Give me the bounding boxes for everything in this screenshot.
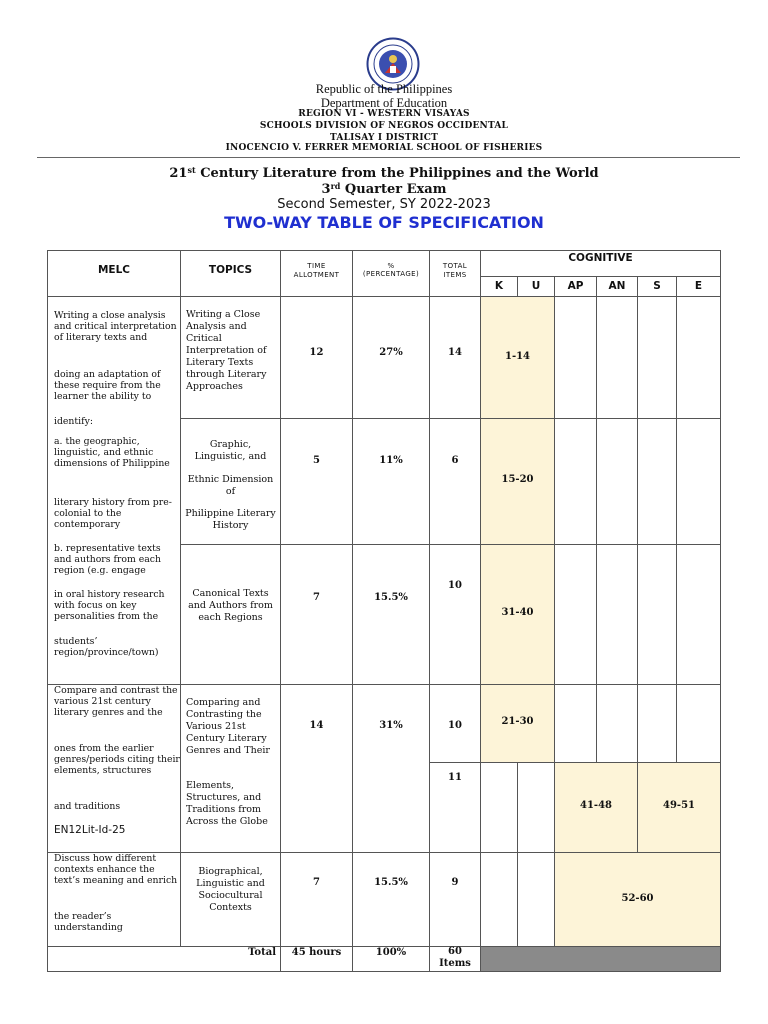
melc-cell-1 bbox=[47, 296, 181, 685]
total-items-1: 60 bbox=[448, 946, 462, 957]
melc-para: doing an adaptation of these require from the learner the ability to bbox=[54, 369, 161, 402]
semester-line: Second Semester, SY 2022-2023 bbox=[277, 197, 491, 212]
s-e-value-4: 49-51 bbox=[663, 800, 695, 811]
header-department: Department of Education bbox=[320, 96, 448, 110]
melc-para: and traditions bbox=[54, 801, 121, 812]
melc-code: EN12Lit-Id-25 bbox=[54, 824, 126, 836]
total-time: 45 hours bbox=[291, 947, 342, 958]
e-header: E bbox=[694, 280, 703, 292]
k-header: K bbox=[494, 280, 504, 292]
melc-para: identify: bbox=[54, 416, 93, 427]
pct-value-2: 11% bbox=[379, 455, 403, 466]
total-cognitive-shaded bbox=[480, 946, 721, 972]
e-cell-1 bbox=[676, 296, 721, 419]
time-cell-2 bbox=[280, 418, 353, 545]
topic-text-2c: Philippine Literary History bbox=[185, 508, 276, 531]
melc-para: b. representative texts and authors from each region (e.g. engage bbox=[54, 543, 161, 576]
header-school: INOCENCIO V. FERRER MEMORIAL SCHOOL OF FISHERIES bbox=[225, 143, 543, 153]
u-cell-4b bbox=[517, 762, 555, 853]
pct-value-4: 31% bbox=[379, 720, 403, 731]
pct-cell-4 bbox=[352, 684, 430, 853]
melc-para: Discuss how different contexts enhance the text’s meaning and enrich bbox=[54, 853, 178, 886]
topic-text-2a: Graphic, Linguistic, and bbox=[194, 439, 267, 462]
total-header-2: ITEMS bbox=[443, 271, 467, 279]
melc-para: a. the geographic, linguistic, and ethnic dimensions of Philippine bbox=[54, 436, 170, 469]
pct-value-3: 15.5% bbox=[374, 592, 408, 603]
ap-header: AP bbox=[567, 280, 584, 292]
table-title: TWO-WAY TABLE OF SPECIFICATION bbox=[224, 213, 544, 232]
time-header-1: TIME bbox=[307, 262, 326, 270]
items-value-5: 9 bbox=[451, 877, 459, 888]
ap-cell-3 bbox=[554, 544, 597, 685]
pct-cell-2 bbox=[352, 418, 430, 545]
k-value-4: 21-30 bbox=[501, 716, 534, 727]
melc-para: Compare and contrast the various 21st century literary genres and the bbox=[54, 685, 178, 718]
header-republic: Republic of the Philippines bbox=[315, 82, 453, 96]
ap-e-value-5: 52-60 bbox=[621, 893, 654, 904]
items-value-1: 14 bbox=[448, 347, 462, 358]
pct-header-2: (PERCENTAGE) bbox=[362, 270, 420, 278]
topics-header: TOPICS bbox=[208, 264, 253, 276]
time-cell-4 bbox=[280, 684, 353, 853]
an-cell-1 bbox=[596, 296, 638, 419]
melc-para: in oral history research with focus on key personalities from the bbox=[54, 589, 165, 622]
s-cell-1 bbox=[637, 296, 677, 419]
an-cell-2 bbox=[596, 418, 638, 545]
header-division: SCHOOLS DIVISION OF NEGROS OCCIDENTAL bbox=[259, 121, 509, 131]
items-value-2: 6 bbox=[451, 455, 459, 466]
time-value-2: 5 bbox=[313, 455, 320, 466]
pct-value-1: 27% bbox=[379, 347, 403, 358]
k-cell-5 bbox=[480, 852, 518, 947]
melc-header: MELC bbox=[97, 264, 131, 276]
topic-text-3: Canonical Texts and Authors from each Regions bbox=[188, 588, 273, 623]
an-cell-4a bbox=[596, 684, 638, 763]
melc-para: the reader’s understanding bbox=[54, 911, 123, 933]
time-cell-3 bbox=[280, 544, 353, 685]
e-cell-3 bbox=[676, 544, 721, 685]
time-value-4: 14 bbox=[309, 720, 324, 731]
total-items-2: Items bbox=[439, 958, 471, 969]
header-region: REGION VI - WESTERN VISAYAS bbox=[298, 109, 470, 119]
cognitive-header: COGNITIVE bbox=[568, 252, 633, 264]
melc-para: literary history from pre-colonial to the contemporary bbox=[54, 497, 172, 530]
k-value-3: 31-40 bbox=[501, 607, 534, 618]
k-value-2: 15-20 bbox=[501, 474, 534, 485]
topic-text-5: Biographical, Linguistic and Sociocultural Contexts bbox=[196, 866, 265, 913]
course-title: 21st Century Literature from the Philippines and the World bbox=[169, 165, 599, 181]
s-header: S bbox=[653, 280, 661, 292]
ap-an-value-4: 41-48 bbox=[580, 800, 612, 811]
pct-cell-5 bbox=[352, 852, 430, 947]
pct-value-5: 15.5% bbox=[374, 877, 408, 888]
k-value-1: 1-14 bbox=[504, 351, 531, 362]
time-cell-5 bbox=[280, 852, 353, 947]
time-value-5: 7 bbox=[313, 877, 320, 888]
items-cell-2 bbox=[429, 418, 481, 545]
s-cell-3 bbox=[637, 544, 677, 685]
an-cell-3 bbox=[596, 544, 638, 685]
an-header: AN bbox=[608, 280, 626, 292]
ap-cell-4a bbox=[554, 684, 597, 763]
items-value-4b: 11 bbox=[448, 772, 462, 783]
u-cell-5 bbox=[517, 852, 555, 947]
melc-para: ones from the earlier genres/periods citing their elements, structures bbox=[54, 743, 180, 776]
melc-para: Writing a close analysis and critical interpretation of literary texts and bbox=[54, 310, 177, 343]
time-value-3: 7 bbox=[313, 592, 320, 603]
pct-header-1: % bbox=[387, 262, 395, 270]
melc-para: students’ region/province/town) bbox=[54, 636, 159, 658]
ap-cell-1 bbox=[554, 296, 597, 419]
topic-text-4b: Elements, Structures, and Traditions from Across the Globe bbox=[186, 780, 268, 827]
time-header-2: ALLOTMENT bbox=[293, 271, 340, 279]
k-cell-4b bbox=[480, 762, 518, 853]
items-value-3: 10 bbox=[448, 580, 462, 591]
total-label: Total bbox=[248, 947, 276, 958]
topic-text-2b: Ethnic Dimension of bbox=[187, 474, 274, 497]
s-cell-2 bbox=[637, 418, 677, 545]
items-value-4a: 10 bbox=[448, 720, 462, 731]
e-cell-2 bbox=[676, 418, 721, 545]
s-cell-4a bbox=[637, 684, 677, 763]
items-cell-5 bbox=[429, 852, 481, 947]
total-pct: 100% bbox=[375, 947, 407, 958]
pct-cell-3 bbox=[352, 544, 430, 685]
u-header: U bbox=[531, 280, 541, 292]
header-district: TALISAY I DISTRICT bbox=[329, 133, 439, 143]
header-divider bbox=[37, 157, 740, 158]
time-value-1: 12 bbox=[309, 347, 324, 358]
e-cell-4a bbox=[676, 684, 721, 763]
ap-cell-2 bbox=[554, 418, 597, 545]
topic-text-1: Writing a Close Analysis and Critical Interpretation of Literary Texts through Literary Approaches bbox=[186, 309, 267, 392]
items-cell-3 bbox=[429, 544, 481, 685]
topic-text-4a: Comparing and Contrasting the Various 21st Century Literary Genres and Their bbox=[186, 697, 270, 756]
total-header-1: TOTAL bbox=[442, 262, 468, 270]
exam-title: 3rd Quarter Exam bbox=[321, 181, 447, 197]
